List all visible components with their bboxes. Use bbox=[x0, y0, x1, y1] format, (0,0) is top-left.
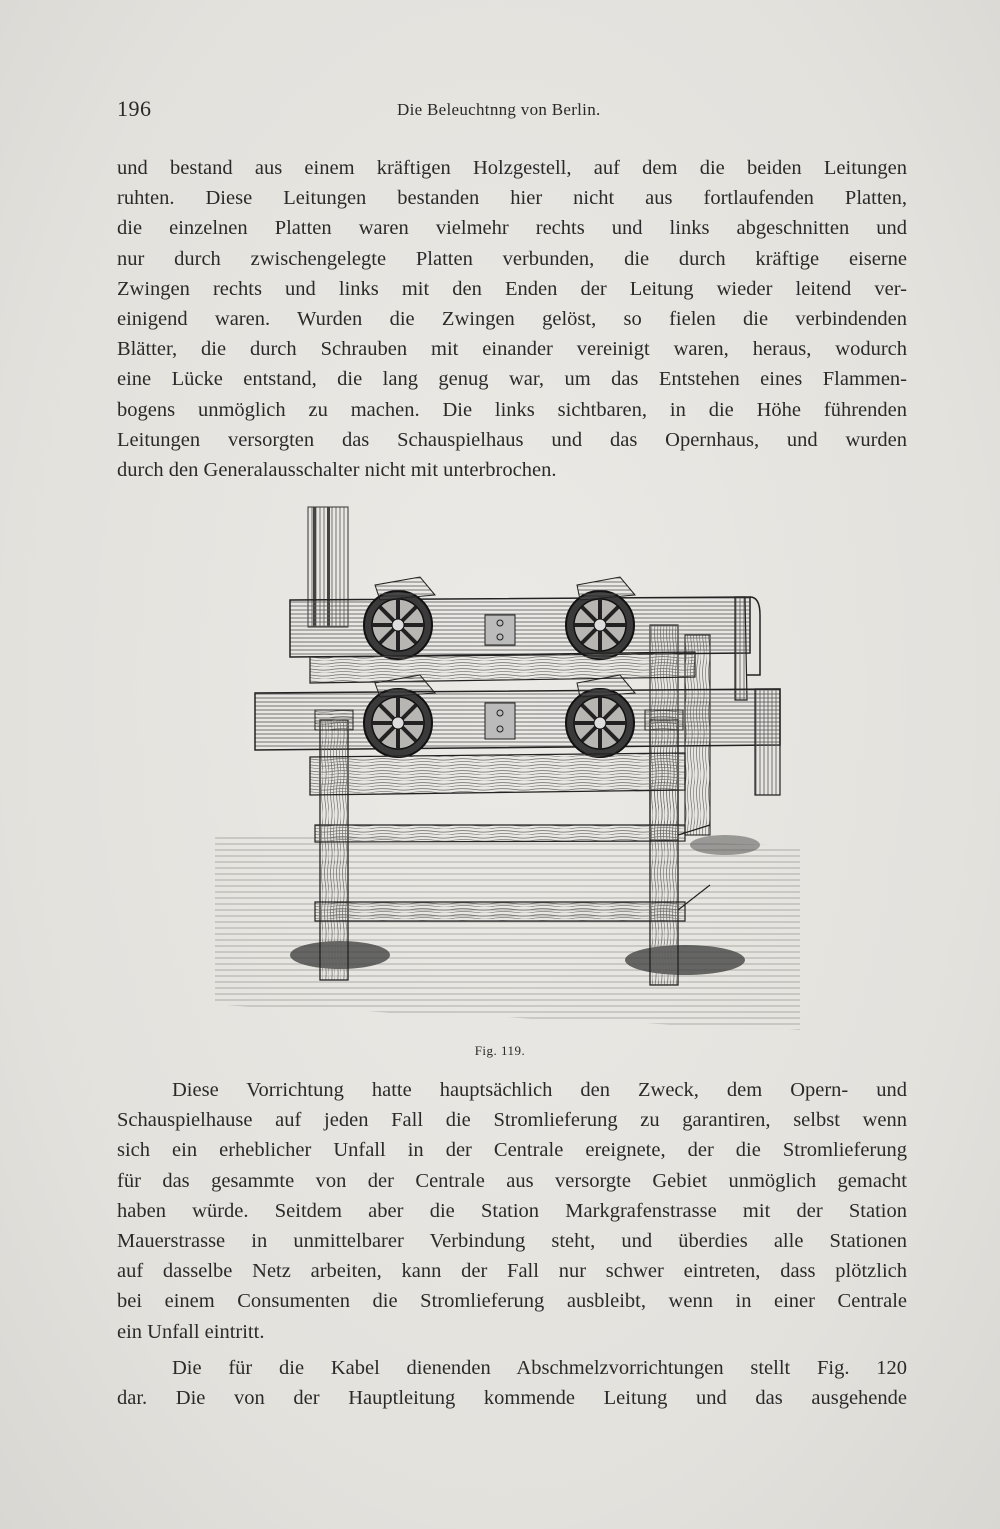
text-line: einigend waren. Wurden die Zwingen gelöst, so fielen die verbindenden bbox=[117, 308, 907, 331]
page-header bbox=[117, 96, 907, 126]
text-line: dar. Die von der Hauptleitung kommende Leitung und das ausgehende bbox=[117, 1387, 907, 1410]
paragraph-3 bbox=[117, 1353, 907, 1413]
text-line: Die für die Kabel dienenden Abschmelzvorrichtungen stellt Fig. 120 bbox=[172, 1357, 907, 1379]
text-line: haben würde. Seitdem aber die Station Markgrafenstrasse mit der Station bbox=[117, 1199, 907, 1222]
text-line: sich ein erheblicher Unfall in der Centrale ereignete, der die Stromlieferung bbox=[117, 1139, 907, 1162]
text-line: durch den Generalausschalter nicht mit unterbrochen. bbox=[117, 459, 557, 482]
text-line: bogens unmöglich zu machen. Die links sichtbaren, in die Höhe führenden bbox=[117, 398, 907, 421]
figure-caption: Fig. 119. bbox=[474, 1043, 526, 1058]
text-line: Leitungen versorgten das Schauspielhaus und das Opernhaus, und wurden bbox=[117, 428, 907, 451]
text-line: Mauerstrasse in unmittelbarer Verbindung steht, und überdies alle Stationen bbox=[117, 1230, 907, 1253]
text-line: die einzelnen Platten waren vielmehr rechts und links abgeschnitten und bbox=[117, 217, 907, 240]
text-line: ein Unfall eintritt. bbox=[117, 1320, 265, 1343]
text-line: für das gesammte von der Centrale aus versorgte Gebiet unmöglich gemacht bbox=[117, 1169, 907, 1192]
text-line: bei einem Consumenten die Stromlieferung ausbleibt, wenn in einer Centrale bbox=[117, 1290, 907, 1313]
text-line: Blätter, die durch Schrauben mit einander vereinigt waren, heraus, wodurch bbox=[117, 338, 907, 361]
paragraph-1 bbox=[117, 153, 907, 485]
figure-engraving bbox=[215, 505, 800, 1035]
text-line: eine Lücke entstand, die lang genug war, um das Entstehen eines Flammen- bbox=[117, 368, 907, 391]
page-number: 196 bbox=[117, 96, 152, 121]
text-line: ruhten. Diese Leitungen bestanden hier nicht aus fortlaufenden Platten, bbox=[117, 187, 907, 210]
text-line: und bestand aus einem kräftigen Holzgestell, auf dem die beiden Leitungen bbox=[117, 157, 907, 179]
text-line: nur durch zwischengelegte Platten verbunden, die durch kräftige eiserne bbox=[117, 247, 907, 270]
paragraph-2 bbox=[117, 1075, 907, 1347]
text-line: Zwingen rechts und links mit den Enden der Leitung wieder leitend ver- bbox=[117, 277, 907, 300]
running-title: Die Beleuchtnng von Berlin. bbox=[397, 100, 601, 119]
text-line: Schauspielhause auf jeden Fall die Stromlieferung zu garantiren, selbst wenn bbox=[117, 1109, 907, 1132]
text-line: Diese Vorrichtung hatte hauptsächlich den Zweck, dem Opern- und bbox=[172, 1079, 907, 1101]
text-line: auf dasselbe Netz arbeiten, kann der Fall nur schwer eintreten, dass plötzlich bbox=[117, 1260, 907, 1283]
